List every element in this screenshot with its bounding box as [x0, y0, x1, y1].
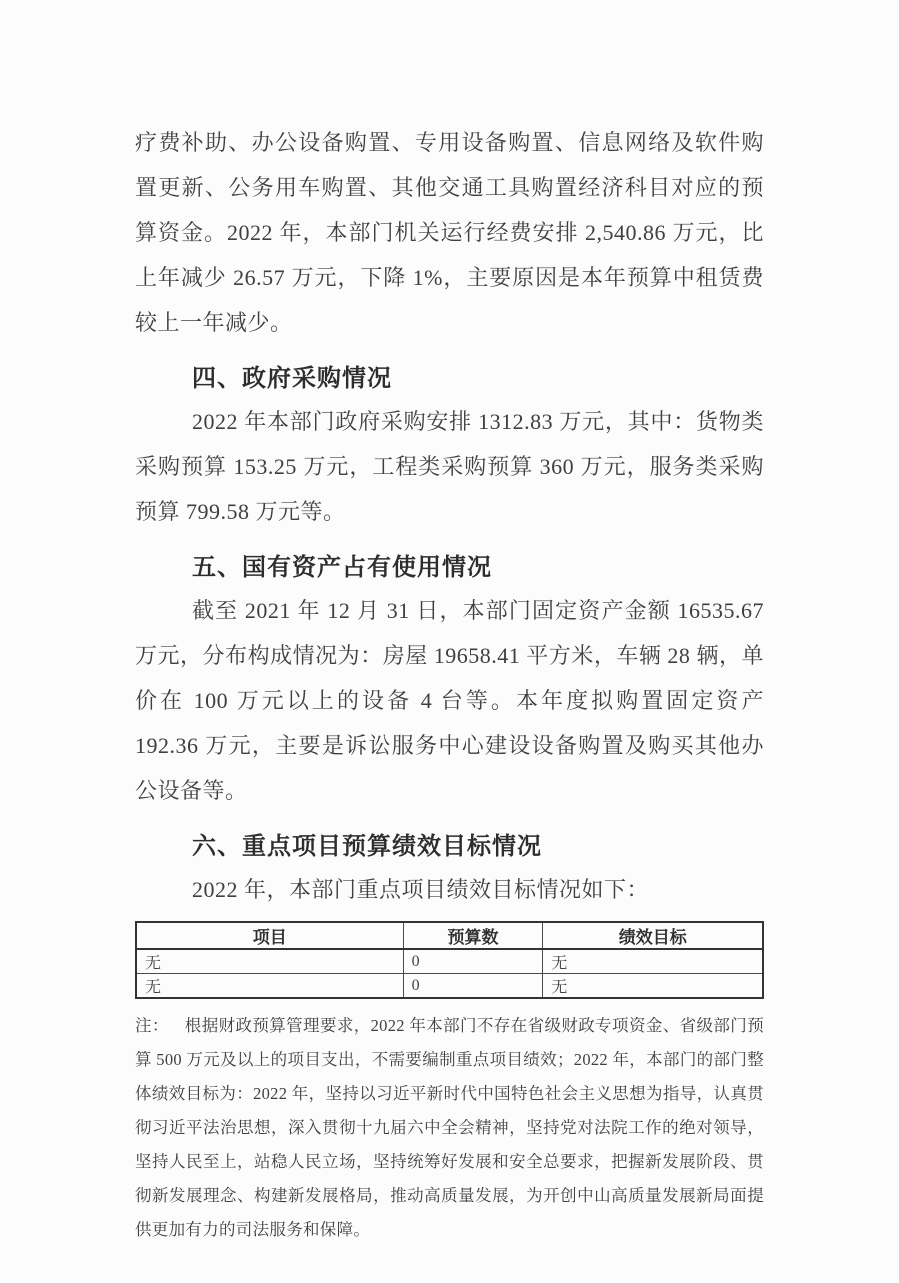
- section-4-heading: 四、政府采购情况: [192, 365, 392, 392]
- table-header-row: [136, 922, 763, 949]
- cell-target: 无: [543, 949, 763, 974]
- note-paragraph: [135, 1009, 764, 1247]
- cell-project: 无: [136, 974, 403, 999]
- section-5-heading: 五、国有资产占有使用情况: [192, 554, 492, 581]
- column-header-budget: 预算数: [403, 922, 543, 949]
- section-6-heading: 六、重点项目预算绩效目标情况: [192, 833, 542, 860]
- performance-goals-table: [135, 921, 764, 999]
- table-row: [136, 974, 763, 999]
- column-header-project: 项目: [136, 922, 403, 949]
- intro-paragraph: 疗费补助、办公设备购置、专用设备购置、信息网络及软件购置更新、公务用车购置、其他交通工具购置经济科目对应的预算资金。2022 年，本部门机关运行经费安排 2,540.86 万元，比上年减少 26.57 万元，下降 1%，主要原因是本年预算中租赁费较上一年减少。: [135, 130, 764, 335]
- cell-budget: 0: [403, 949, 543, 974]
- section-4-paragraph: 2022 年本部门政府采购安排 1312.83 万元，其中：货物类采购预算 153.25 万元，工程类采购预算 360 万元，服务类采购预算 799.58 万元等。: [135, 409, 764, 524]
- table-row: [136, 949, 763, 974]
- cell-project: 无: [136, 949, 403, 974]
- note-label: 注：: [135, 1016, 169, 1035]
- cell-target: 无: [543, 974, 763, 999]
- note-text: 根据财政预算管理要求，2022 年本部门不存在省级财政专项资金、省级部门预算 500 万元及以上的项目支出，不需要编制重点项目绩效；2022 年，本部门的部门整体绩效目标为：2022 年，坚持以习近平新时代中国特色社会主义思想为指导，认真贯彻习近平法治思想，深入贯彻十九届六中全会精神，坚持党对法院工作的绝对领导，坚持人民至上，站稳人民立场，坚持统筹好发展和安全总要求，把握新发展阶段、贯彻新发展理念、构建新发展格局，推动高质量发展，为开创中山高质量发展新局面提供更加有力的司法服务和保障。: [135, 1016, 764, 1239]
- section-5-paragraph: 截至 2021 年 12 月 31 日，本部门固定资产金额 16535.67 万元，分布构成情况为：房屋 19658.41 平方米，车辆 28 辆，单价在 100 万元以上的设备 4 台等。本年度拟购置固定资产 192.36 万元，主要是诉讼服务中心建设设备购置及购买其他办公设备等。: [135, 598, 764, 803]
- document-content: [135, 120, 764, 1247]
- section-6-paragraph: 2022 年，本部门重点项目绩效目标情况如下：: [192, 877, 650, 902]
- column-header-target: 绩效目标: [543, 922, 763, 949]
- cell-budget: 0: [403, 974, 543, 999]
